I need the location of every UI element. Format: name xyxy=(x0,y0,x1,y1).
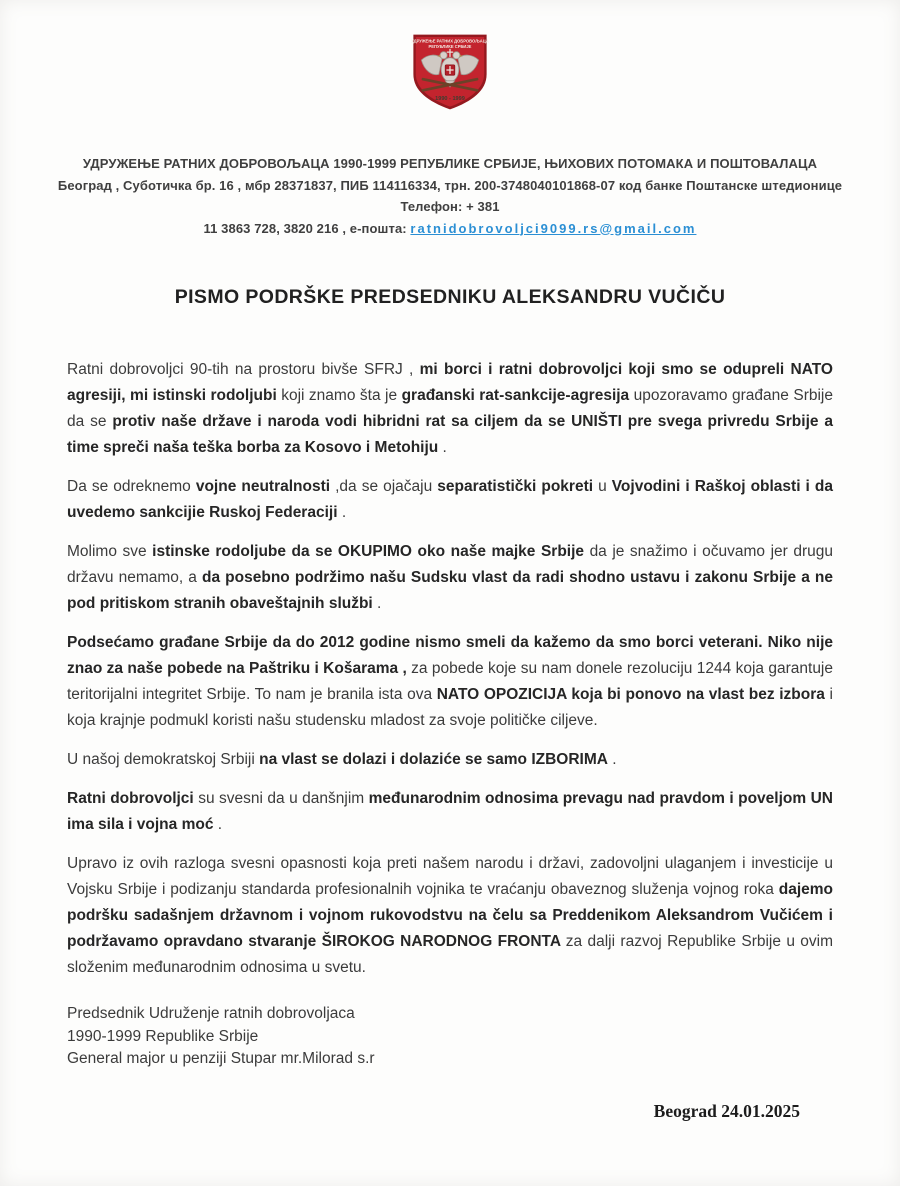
bold-text-run: građanski rat-sankcije-agresija xyxy=(401,387,634,404)
paragraph xyxy=(67,786,833,838)
letterhead xyxy=(40,153,860,239)
bold-text-run: na vlast se dolazi i dolaziće se samo IZBORIMA xyxy=(259,751,608,768)
text-run: koji znamo šta je xyxy=(281,387,402,404)
text-run: Upravo iz ovih razloga svesni opasnosti koja preti našem narodu i državi, zadovoljni ulaganjem i investicije u Vojsku Srbije i podizanju standarda profesionalnih vojnika te vraćanju obaveznog služenja vojnog roka xyxy=(67,855,833,898)
text-run: Molimo sve xyxy=(67,543,153,560)
association-emblem-icon xyxy=(402,33,498,111)
text-run: Da se odreknemo xyxy=(67,478,196,495)
document-title: PISMO PODRŠKE PREDSEDNIKU ALEKSANDRU VUČIČU xyxy=(174,286,726,308)
signature-line: Predsednik Udruženje ratnih dobrovoljaca xyxy=(67,1005,355,1022)
bold-text-run: međunarodnim odnosima prevagu nad pravdom i poveljom UN ima sila i vojna moć xyxy=(67,790,833,833)
bold-text-run: istinske rodoljube da se OKUPIMO oko naše majke Srbije xyxy=(152,543,590,560)
text-run: u xyxy=(598,478,612,495)
place-date: Beograd 24.01.2025 xyxy=(653,1100,800,1121)
text-run: . xyxy=(438,439,447,456)
signature-line: General major u penziji Stupar mr.Milorad s.r xyxy=(67,1050,375,1067)
emblem-arc-text-1: УДРУЖЕЊЕ РАТНИХ ДОБРОВОЉАЦА xyxy=(411,38,489,44)
org-address-line: Београд , Суботичка бр. 16 , мбр 28371837, ПИБ 114116334, трн. 200-3748040101868-07 код банке Поштанске штедионице Телефон: + 381 xyxy=(57,177,843,214)
bold-text-run: Ratni dobrovoljci xyxy=(67,790,199,807)
text-run: . xyxy=(213,816,223,833)
bold-text-run: Vojvodini i Raškoj oblasti i da uvedemo sankcijie Ruskoj Federaciji xyxy=(67,478,833,521)
paragraph xyxy=(67,474,833,526)
bold-text-run: protiv naše države i naroda vodi hibridni rat sa ciljem da se UNIŠTI pre svega privredu Srbije a time spreči naša teška borba za Kosovo i Metohiju xyxy=(67,413,833,456)
org-name-line: УДРУЖЕЊЕ РАТНИХ ДОБРОВОЉАЦА 1990-1999 РЕПУБЛИКЕ СРБИЈЕ, ЊИХОВИХ ПОТОМАКА И ПОШТОВАЛАЦА xyxy=(82,156,818,171)
emblem-container xyxy=(0,0,900,111)
bold-text-run: mi borci i ratni dobrovoljci koji smo se odupreli NATO agresiji, mi istinski rodoljubi xyxy=(67,361,833,404)
emblem-arc-text-2: РЕПУБЛИКЕ СРБИЈЕ xyxy=(428,44,472,50)
contact-prefix: 11 3863 728, 3820 216 , е-пошта: xyxy=(203,220,411,236)
paragraph xyxy=(67,539,833,617)
bold-text-run: dajemo podršku sadašnjem državnom i vojnom rukovodstvu na čelu sa Preddenikom Aleksandrom Vučićem i podržavamo opravdano stvaranje ŠIROKOG NARODNOG FRONTA xyxy=(67,881,833,950)
text-run: i koja krajnje podmukl koristi našu studensku mladost za svoje političke ciljeve. xyxy=(67,686,833,729)
text-run: ,da se ojačaju xyxy=(335,478,438,495)
text-run: upozoravamo građane Srbije da se xyxy=(67,387,833,430)
signature-line: 1990-1999 Republike Srbije xyxy=(67,1027,259,1045)
letter-body xyxy=(67,357,833,981)
bold-text-run: NATO OPOZICIJA koja bi ponovo na vlast bez izbora xyxy=(436,686,830,703)
emblem-years: 1990 - 1999 xyxy=(435,95,465,102)
paragraph xyxy=(67,747,833,773)
text-run: Ratni dobrovoljci 90-tih na prostoru bivše SFRJ , xyxy=(67,361,420,378)
text-run: U našoj demokratskoj Srbiji xyxy=(67,751,260,768)
email-link[interactable]: ratnidobrovoljci9099.rs@gmail.com xyxy=(410,220,697,236)
text-run: . xyxy=(607,751,617,768)
paragraph xyxy=(67,851,833,981)
text-run: da je snažimo i očuvamo jer drugu državu nemamo, a xyxy=(67,543,833,586)
signature-block xyxy=(67,1003,833,1071)
paragraph xyxy=(67,630,833,734)
text-run: za pobede koje su nam donele rezoluciju 1244 koja garantuje teritorijalni integritet Srbije. To nam je branila ista ova xyxy=(67,660,833,703)
bold-text-run: da posebno podržimo našu Sudsku vlast da radi shodno ustavu i zakonu Srbije a ne pod pritiskom stranih obaveštajnih službi xyxy=(67,569,833,612)
bold-text-run: Podsećamo građane Srbije da do 2012 godine nismo smeli da kažemo da smo borci veterani. Niko nije znao za naše pobede na Paštriku i Košarama , xyxy=(67,634,833,677)
text-run: . xyxy=(337,504,347,521)
text-run: za dalji razvoj Republike Srbije u ovim složenim međunarodnim odnosima u svetu. xyxy=(67,933,833,976)
bold-text-run: vojne neutralnosti xyxy=(195,478,336,495)
paragraph xyxy=(67,357,833,461)
text-run: su svesni da u danšnjim xyxy=(198,790,369,807)
text-run: . xyxy=(372,595,382,612)
org-contact-line xyxy=(40,218,860,240)
bold-text-run: separatistički pokreti xyxy=(437,478,599,495)
